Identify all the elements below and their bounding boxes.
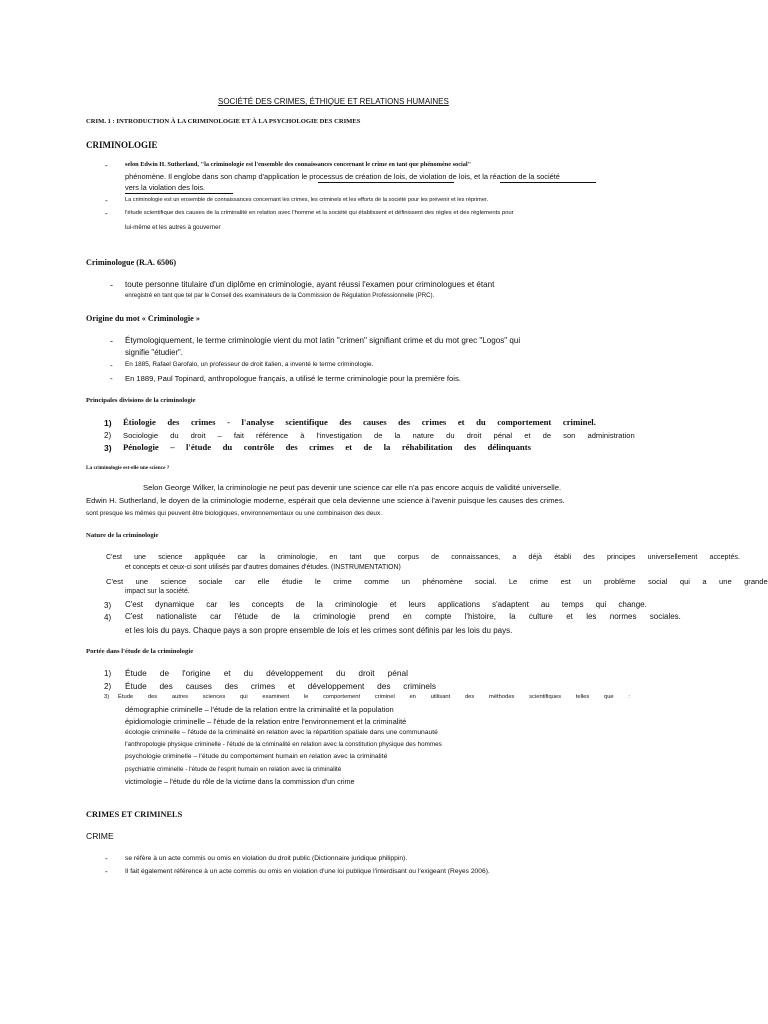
- section-heading-nature: Nature de la criminologie: [86, 532, 159, 539]
- word: du: [170, 431, 179, 440]
- word: une: [719, 577, 732, 586]
- word: et: [345, 442, 352, 452]
- word: sociale: [198, 577, 223, 586]
- word: l'analyse: [241, 417, 274, 427]
- word: Étude: [118, 694, 134, 700]
- word: contrôle: [243, 442, 275, 452]
- bullet-marker: -: [110, 336, 113, 346]
- subsection-heading-crime: CRIME: [86, 831, 114, 841]
- word: universellement: [647, 553, 698, 561]
- word: a: [512, 553, 517, 561]
- word: de: [431, 553, 440, 561]
- word: C'est: [106, 553, 122, 561]
- word: est: [560, 577, 571, 586]
- word: réhabilitation: [401, 442, 453, 452]
- nature-item-2-line2: impact sur la société.: [125, 588, 190, 595]
- word: droit: [190, 431, 206, 440]
- word: sociales.: [649, 612, 681, 621]
- word: sciences: [202, 694, 226, 700]
- section-heading-science: La criminologie est-elle une science ?: [86, 465, 170, 471]
- word: une: [135, 577, 149, 586]
- word: des: [339, 417, 352, 427]
- criminologue-definition-line2: enregistré en tant que tel par le Conseil des examinateurs de la Commission de Régulation Professionnelle (PRC).: [125, 292, 435, 299]
- word: phénomène: [422, 577, 463, 586]
- word: criminel.: [562, 417, 596, 427]
- nature-item-1-line1: [106, 553, 740, 561]
- crime-definition-1: se réfère à un acte commis ou omis en violation du droit public (Dictionnaire juridique philippin).: [125, 855, 408, 862]
- word: applications: [437, 600, 481, 609]
- division-item-penologie: [123, 442, 531, 452]
- word: l'étude: [234, 612, 258, 621]
- word: social.: [474, 577, 497, 586]
- nature-item-3: [125, 600, 647, 609]
- word: l'origine: [182, 668, 211, 678]
- portee-sub-item: démographie criminelle – l'étude de la relation entre la criminalité et la population: [125, 705, 394, 714]
- word: car: [234, 577, 246, 586]
- word: causes: [362, 417, 387, 427]
- word: qui: [679, 577, 690, 586]
- word: qui: [239, 694, 248, 700]
- science-paragraph-line2: Edwin H. Sutherland, le doyen de la criminologie moderne, espérait que cela devienne une science à l'avenir puisque les causes des crimes.: [86, 496, 565, 505]
- word: étudie: [281, 577, 303, 586]
- portee-sub-item: victimologie – l'étude du rôle de la victime dans la commission d'un crime: [125, 778, 355, 786]
- word: des: [285, 442, 298, 452]
- word: crimes: [309, 442, 334, 452]
- word: de: [542, 431, 552, 440]
- list-number: 4): [104, 613, 112, 622]
- word: et: [389, 600, 397, 609]
- word: développement: [266, 668, 323, 678]
- word: scientifiques: [529, 694, 562, 700]
- word: dynamique: [155, 600, 195, 609]
- section-heading-criminologue: Criminologue (R.A. 6506): [86, 258, 177, 267]
- word: une: [134, 553, 147, 561]
- section-heading-criminologie: CRIMINOLOGIE: [86, 140, 158, 150]
- portee-sub-item: l'anthropologie physique criminelle - l'étude de la criminalité en relation avec la constitution physique des hommes: [125, 741, 442, 748]
- word: et: [524, 431, 531, 440]
- nature-item-4-line1: [125, 612, 681, 621]
- word: comportement: [497, 417, 552, 427]
- section-heading-origine: Origine du mot « Criminologie »: [86, 314, 200, 323]
- word: crimes: [421, 417, 447, 427]
- list-number: 1): [104, 669, 112, 678]
- nature-item-4-line2: et les lois du pays. Chaque pays a son propre ensemble de lois et les crimes sont définis par les lois du pays.: [125, 626, 513, 635]
- word: fait: [233, 431, 244, 440]
- criminologie-definition-line3: vers la violation des lois.: [125, 183, 206, 192]
- word: l'étude: [186, 442, 212, 452]
- word: :: [628, 694, 630, 700]
- word: concepts: [251, 600, 284, 609]
- word: la: [394, 431, 401, 440]
- word: normes: [609, 612, 637, 621]
- word: Pénologie: [123, 442, 159, 452]
- word: scientifique: [285, 417, 328, 427]
- underline-mark: [318, 182, 454, 183]
- word: et: [287, 681, 295, 691]
- underline-mark: [125, 193, 233, 194]
- criminologie-bullet-3-line1: l'étude scientifique des causes de la criminalité en relation avec l'homme et la société qui établissent et définissent des règles et des règlements pour: [125, 210, 514, 216]
- science-paragraph-line1: Selon George Wilker, la criminologie ne peut pas devenir une science car elle n'a pas encore acquis de validité universelle.: [143, 483, 562, 492]
- word: connaissances,: [451, 553, 501, 561]
- word: s'adaptent: [492, 600, 529, 609]
- word: des: [224, 681, 239, 691]
- nature-item-1-line2: et concepts et ceux-ci sont utilisés par d'autres domaines d'études. (INSTRUMENTATION): [125, 564, 401, 571]
- list-number: 2): [104, 431, 112, 440]
- word: du: [243, 668, 253, 678]
- word: problème: [603, 577, 636, 586]
- word: de: [295, 600, 305, 609]
- word: que: [373, 553, 386, 561]
- word: temps: [561, 600, 584, 609]
- word: criminologie: [313, 612, 356, 621]
- word: des: [159, 681, 173, 691]
- word: au: [540, 600, 550, 609]
- section-heading-crimes: CRIMES ET CRIMINELS: [86, 810, 183, 819]
- word: science: [160, 577, 187, 586]
- word: un: [583, 577, 592, 586]
- word: déjà: [528, 553, 542, 561]
- word: délinquants: [487, 442, 531, 452]
- word: que: [603, 694, 614, 700]
- word: l'investigation: [316, 431, 362, 440]
- word: grande: [744, 577, 768, 586]
- word: des: [583, 553, 595, 561]
- word: droit: [466, 431, 482, 440]
- word: la: [316, 600, 323, 609]
- word: du: [222, 442, 233, 452]
- word: pénal: [493, 431, 513, 440]
- word: tant: [349, 553, 362, 561]
- word: en: [402, 612, 412, 621]
- word: Sociologie: [123, 431, 159, 440]
- word: des: [167, 417, 180, 427]
- word: crime: [333, 577, 352, 586]
- word: la: [259, 553, 266, 561]
- word: leurs: [408, 600, 426, 609]
- word: acceptés.: [709, 553, 740, 561]
- word: car: [210, 612, 222, 621]
- criminologie-definition-line1: selon Edwin H. Sutherland, "la criminologie est l'ensemble des connaissances concernant le crime en tant que phénomène social": [125, 161, 472, 168]
- criminologue-definition-line1: toute personne titulaire d'un diplôme en criminologie, ayant réussi l'examen pour criminologues et étant: [125, 280, 495, 289]
- bullet-marker: -: [105, 209, 108, 218]
- bullet-marker: -: [105, 161, 108, 170]
- word: des: [377, 681, 391, 691]
- word: et: [566, 612, 573, 621]
- word: Étude: [125, 681, 147, 691]
- word: examinent: [262, 694, 290, 700]
- word: a: [702, 577, 707, 586]
- word: un: [401, 577, 410, 586]
- portee-item-3: [118, 694, 630, 700]
- word: –: [170, 442, 175, 452]
- word: appliquée: [194, 553, 226, 561]
- list-number: 3): [104, 443, 112, 453]
- word: la: [293, 612, 300, 621]
- word: social: [648, 577, 668, 586]
- portee-item-2: [125, 681, 436, 691]
- word: crime: [529, 577, 549, 586]
- portee-sub-item: psychiatrie criminelle - l'étude de l'esprit humain en relation avec la criminalité: [125, 766, 342, 773]
- word: qui: [595, 600, 607, 609]
- section-heading-portee: Portée dans l'étude de la criminologie: [86, 648, 194, 655]
- word: Étude: [125, 668, 147, 678]
- criminologie-definition-line2: phénomène. Il englobe dans son champ d'application le processus de création de lois, de violation de lois, et la réaction de la société: [125, 172, 560, 181]
- word: criminels: [403, 681, 436, 691]
- origine-bullet-1-line1: Étymologiquement, le terme criminologie vient du mot latin "crimen" signifiant crime et du mot grec "Logos" qui: [125, 336, 521, 345]
- list-number: 1): [104, 418, 112, 428]
- origine-bullet-2: En 1885, Rafael Garofalo, un professeur de droit italien, a inventé le terme criminologie.: [125, 361, 374, 368]
- word: référence: [256, 431, 289, 440]
- word: criminologie: [334, 600, 378, 609]
- portee-item-1: [125, 668, 408, 678]
- word: pénal: [387, 668, 408, 678]
- word: du: [446, 431, 455, 440]
- word: et: [457, 417, 465, 427]
- word: les: [586, 612, 597, 621]
- word: -: [227, 417, 230, 427]
- word: car: [237, 553, 248, 561]
- section-heading-divisions: Principales divisions de la criminologie: [86, 397, 196, 404]
- word: criminel: [374, 694, 395, 700]
- document-title: SOCIÉTÉ DES CRIMES, ÉTHIQUE ET RELATIONS HUMAINES: [218, 97, 449, 106]
- word: C'est: [125, 600, 143, 609]
- word: C'est: [106, 577, 124, 586]
- word: C'est: [125, 612, 143, 621]
- word: son: [563, 431, 576, 440]
- word: à: [300, 431, 305, 440]
- origine-bullet-1-line2: signifie "étudier".: [125, 348, 183, 357]
- word: de: [373, 431, 383, 440]
- word: l'histoire,: [464, 612, 496, 621]
- word: des: [147, 694, 158, 700]
- word: droit: [358, 668, 375, 678]
- word: culture: [528, 612, 553, 621]
- word: en: [329, 553, 338, 561]
- word: criminologie,: [277, 553, 318, 561]
- word: corpus: [397, 553, 419, 561]
- bullet-marker: -: [110, 374, 113, 383]
- science-paragraph-line3: sont presque les mêmes qui peuvent être biologiques, environnementaux ou une combinaison des deux.: [86, 510, 382, 517]
- word: la: [383, 442, 391, 452]
- nature-item-2-line1: [106, 577, 768, 586]
- word: crimes: [250, 681, 276, 691]
- word: établi: [554, 553, 572, 561]
- word: de: [159, 668, 170, 678]
- word: comportement: [323, 694, 361, 700]
- word: méthodes: [488, 694, 515, 700]
- bullet-marker: -: [110, 280, 113, 290]
- word: telles: [575, 694, 590, 700]
- word: change.: [618, 600, 647, 609]
- word: le: [314, 577, 321, 586]
- word: science: [158, 553, 183, 561]
- word: du: [336, 668, 346, 678]
- word: –: [217, 431, 222, 440]
- bullet-marker: -: [105, 867, 108, 876]
- word: de: [363, 442, 373, 452]
- origine-bullet-3: En 1889, Paul Topinard, anthropologue français, a utilisé le terme criminologie pour la première fois.: [125, 374, 461, 383]
- criminologie-bullet-2: La criminologie est un ensemble de connaissances concernant les crimes, les criminels et les efforts de la société pour les prévenir et les réprimer.: [125, 197, 489, 203]
- word: crimes: [190, 417, 216, 427]
- word: développement: [307, 681, 365, 691]
- word: causes: [185, 681, 212, 691]
- bullet-marker: -: [105, 196, 108, 205]
- portee-sub-item: psychologie criminelle – l'étude du comportement humain en relation avec la criminalité: [125, 753, 388, 760]
- word: elle: [257, 577, 270, 586]
- word: du: [476, 417, 486, 427]
- word: Le: [508, 577, 518, 586]
- word: les: [229, 600, 240, 609]
- word: des: [398, 417, 411, 427]
- criminologie-bullet-3-line2: lui-même et les autres à gouverner: [125, 224, 221, 231]
- bullet-marker: -: [105, 854, 108, 863]
- portee-sub-item: épidiomologie criminelle – l'étude de la relation entre l'environnement et la criminalité: [125, 717, 407, 726]
- bullet-marker: -: [110, 361, 113, 370]
- word: en: [409, 694, 416, 700]
- word: utilisant: [430, 694, 451, 700]
- word: car: [206, 600, 218, 609]
- word: nature: [412, 431, 435, 440]
- word: autres: [171, 694, 189, 700]
- list-number: 2): [104, 682, 112, 691]
- underline-mark: [500, 182, 596, 183]
- word: administration: [587, 431, 635, 440]
- crime-definition-2: Il fait également référence à un acte commis ou omis en violation d'une loi publique l'interdisant ou l'exigeant (Reyes 2006).: [125, 868, 490, 875]
- list-number: 3): [104, 601, 112, 610]
- word: de: [271, 612, 281, 621]
- portee-sub-item: écologie criminelle – l'étude de la criminalité en relation avec la répartition spatiale dans une communauté: [125, 729, 438, 736]
- word: comme: [364, 577, 390, 586]
- word: compte: [425, 612, 452, 621]
- word: et: [223, 668, 231, 678]
- word: principes: [607, 553, 636, 561]
- word: des: [464, 694, 475, 700]
- word: nationaliste: [156, 612, 197, 621]
- division-item-etiologie: [123, 417, 596, 427]
- word: des: [463, 442, 477, 452]
- word: la: [509, 612, 516, 621]
- word: le: [303, 694, 309, 700]
- division-item-sociologie: [123, 431, 635, 440]
- course-heading: CRIM. 1 : INTRODUCTION À LA CRIMINOLOGIE ET À LA PSYCHOLOGIE DES CRIMES: [86, 118, 361, 125]
- word: prend: [369, 612, 390, 621]
- word: Étiologie: [123, 417, 156, 427]
- list-number: 3): [104, 694, 110, 700]
